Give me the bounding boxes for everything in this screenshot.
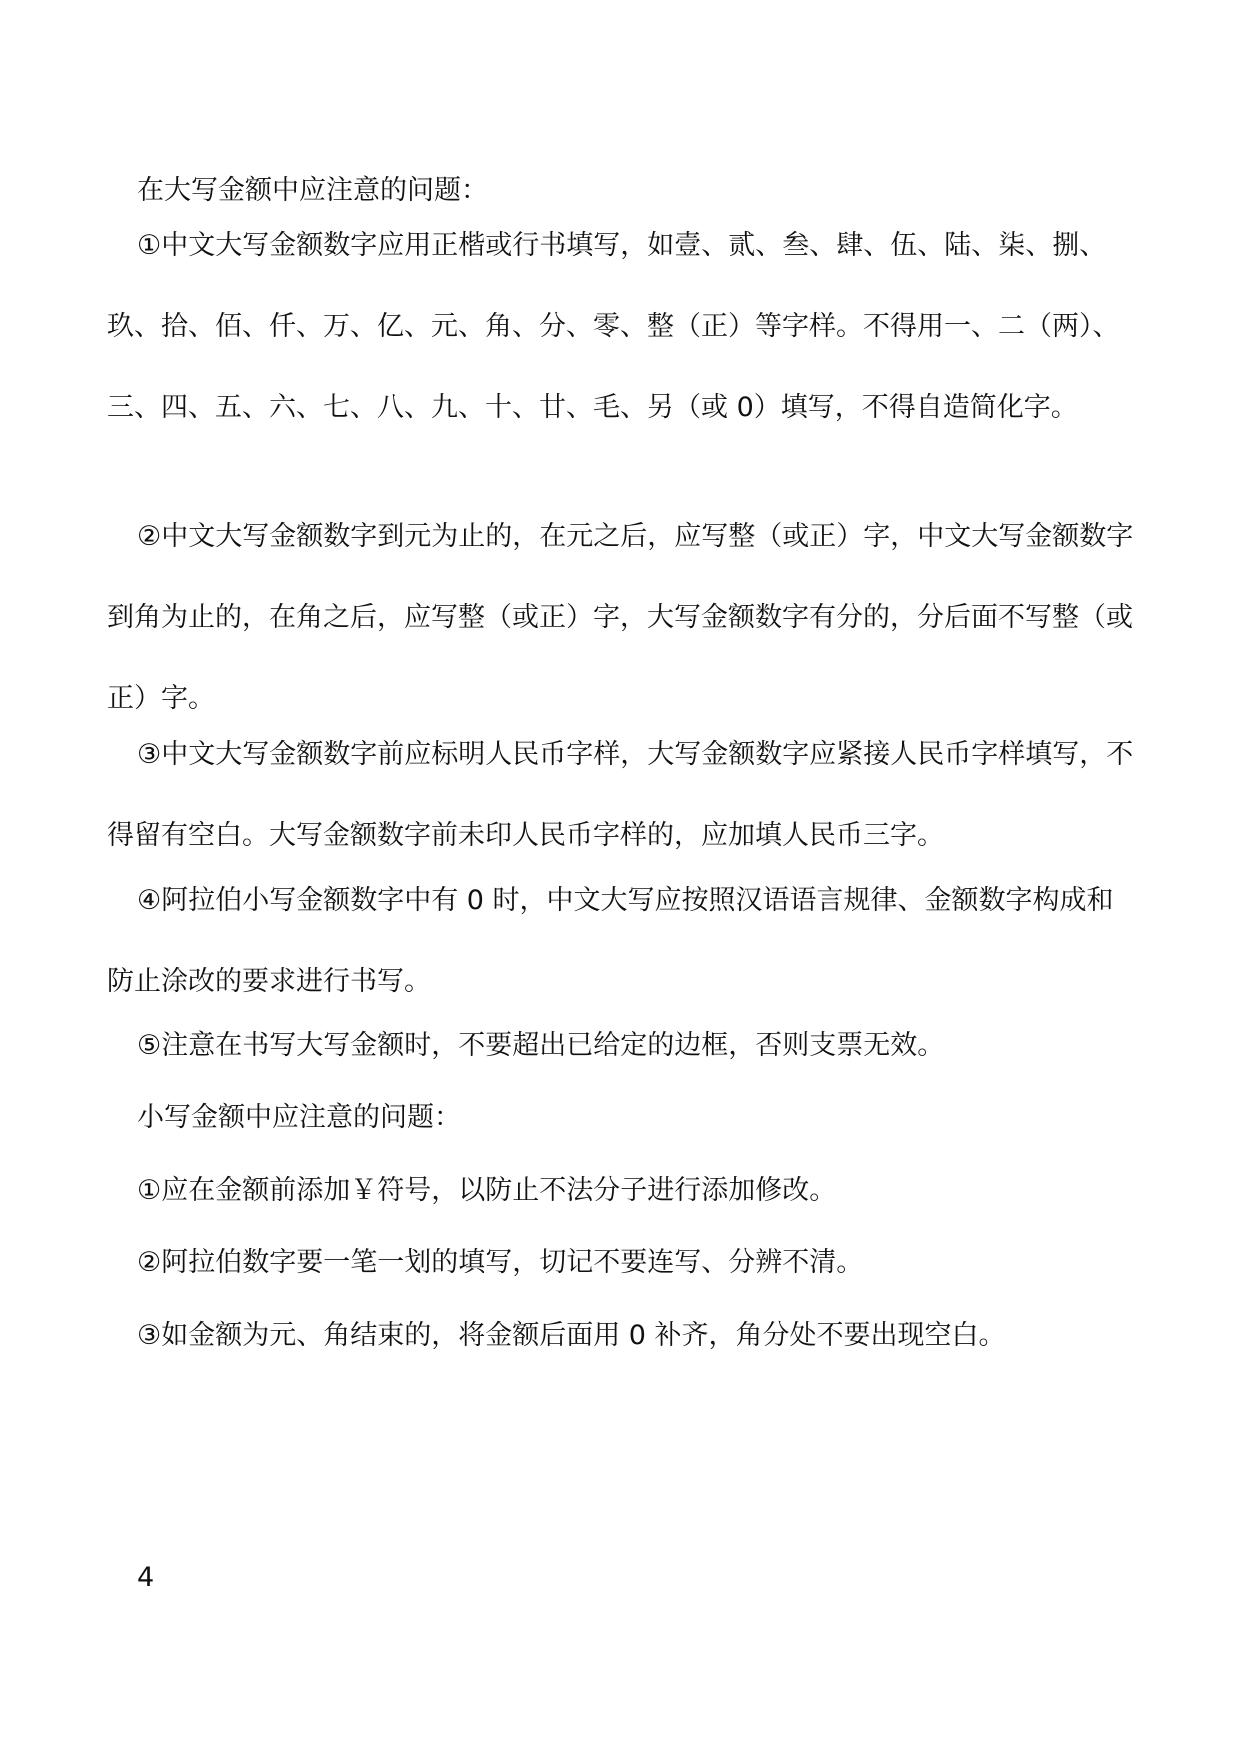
page-number: 4 [137,1562,155,1593]
heading-uppercase-amount-notes: 在大写金额中应注意的问题： [137,175,488,206]
heading-lowercase-amount-notes: 小写金额中应注意的问题： [137,1102,461,1133]
paragraph-rule-3-rmb: ③中文大写金额数字前应标明人民币字样，大写金额数字应紧接人民币字样填写，不得留有空白。大写金额数字前未印人民币字样的，应加填人民币三字。 [107,739,1134,851]
paragraph-lowercase-rule-3: ③如金额为元、角结束的，将金额后面用 0 补齐，角分处不要出现空白。 [137,1320,1006,1351]
paragraph-lowercase-rule-2: ②阿拉伯数字要一笔一划的填写，切记不要连写、分辨不清。 [137,1247,864,1278]
paragraph-lowercase-rule-1: ①应在金额前添加￥符号，以防止不法分子进行添加修改。 [137,1175,837,1206]
paragraph-rule-5-border: ⑤注意在书写大写金额时，不要超出已给定的边框，否则支票无效。 [137,1030,945,1061]
paragraph-rule-1-characters: ①中文大写金额数字应用正楷或行书填写，如壹、贰、叁、肆、伍、陆、柒、捌、玖、拾、佰、仟、万、亿、元、角、分、零、整（正）等字样。不得用一、二（两）、三、四、五、六、七、八、九、十、廿、毛、另（或 0）填写，不得自造简化字。 [107,230,1120,423]
paragraph-rule-4-zero: ④阿拉伯小写金额数字中有 0 时，中文大写应按照汉语语言规律、金额数字构成和防止涂改的要求进行书写。 [107,885,1114,997]
paragraph-rule-2-zheng: ②中文大写金额数字到元为止的，在元之后，应写整（或正）字，中文大写金额数字到角为止的，在角之后，应写整（或正）字，大写金额数字有分的，分后面不写整（或正）字。 [107,521,1134,714]
